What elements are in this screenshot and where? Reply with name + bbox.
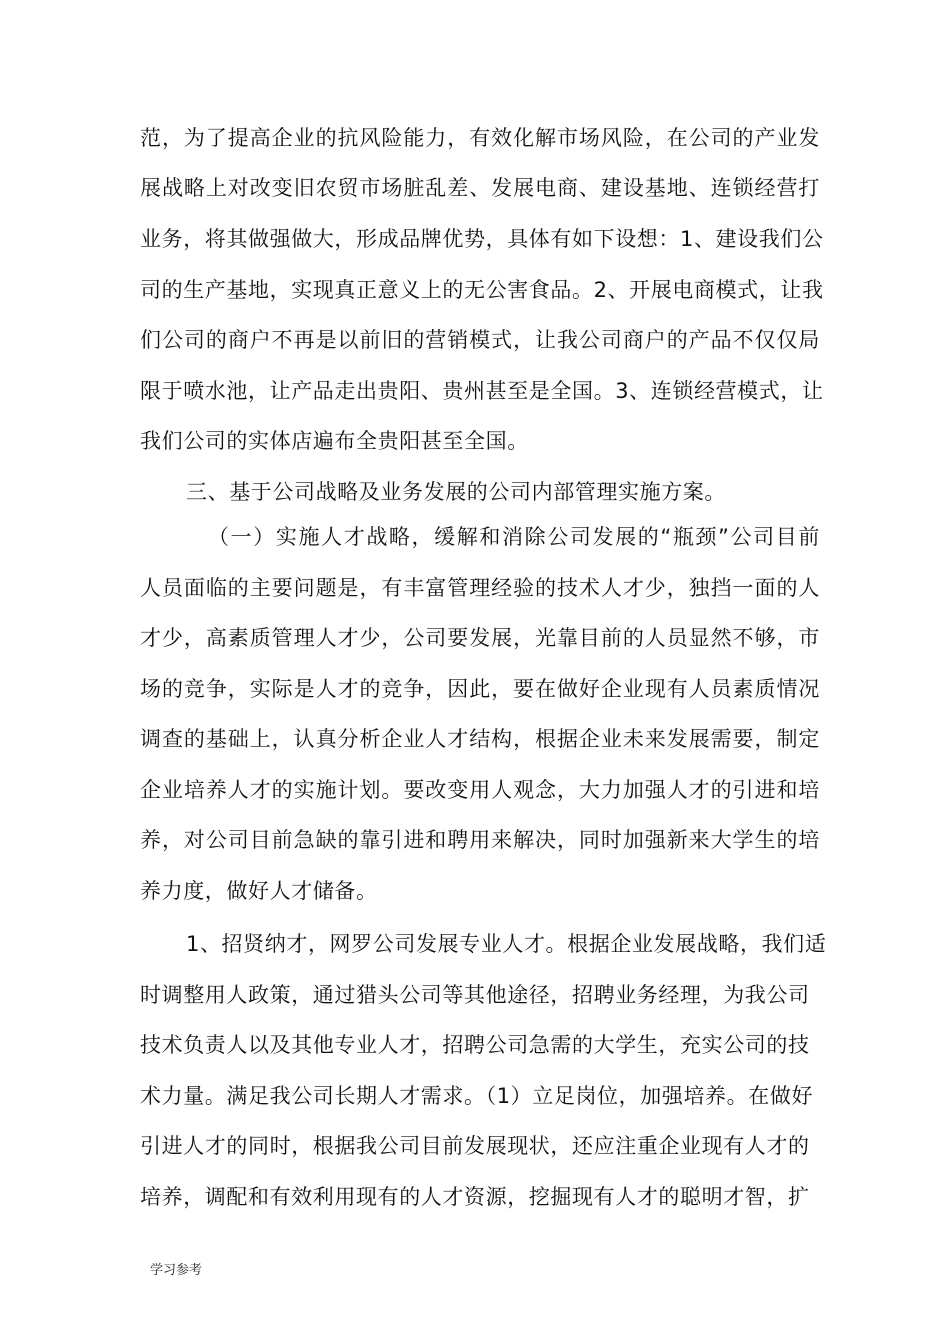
- subsection-heading: （一）实施人才战略，缓解和消除公司发展的“瓶颈”公司目前: [208, 525, 820, 549]
- body-line: 才少，高素质管理人才少，公司要发展，光靠目前的人员显然不够，市: [140, 626, 820, 650]
- body-line: 们公司的商户不再是以前旧的营销模式，让我公司商户的产品不仅仅局: [140, 328, 820, 352]
- body-line: 培养，调配和有效利用现有的人才资源，挖掘现有人才的聪明才智，扩: [140, 1185, 810, 1209]
- body-line: 业务，将其做强做大，形成品牌优势，具体有如下设想：1、建设我们公: [140, 227, 824, 251]
- body-line: 范，为了提高企业的抗风险能力，有效化解市场风险，在公司的产业发: [140, 126, 820, 150]
- body-line: 限于喷水池，让产品走出贵阳、贵州甚至是全国。3、连锁经营模式，让: [140, 379, 824, 403]
- body-line: 司的生产基地，实现真正意义上的无公害食品。2、开展电商模式，让我: [140, 278, 824, 302]
- body-line: 场的竞争，实际是人才的竞争，因此，要在做好企业现有人员素质情况: [140, 677, 820, 701]
- body-line: 调查的基础上，认真分析企业人才结构，根据企业未来发展需要，制定: [140, 727, 820, 751]
- body-line: 养力度，做好人才储备。: [140, 879, 378, 903]
- body-line: 时调整用人政策，通过猎头公司等其他途径，招聘业务经理，为我公司: [140, 983, 810, 1007]
- body-line: 人员面临的主要问题是，有丰富管理经验的技术人才少，独挡一面的人: [140, 576, 820, 600]
- body-line: 术力量。满足我公司长期人才需求。（1）立足岗位，加强培养。在做好: [140, 1084, 814, 1108]
- body-line: 技术负责人以及其他专业人才，招聘公司急需的大学生，充实公司的技: [140, 1033, 810, 1057]
- footer-label: 学习参考: [150, 1263, 203, 1278]
- body-line: 企业培养人才的实施计划。要改变用人观念，大力加强人才的引进和培: [140, 778, 820, 802]
- body-line: 展战略上对改变旧农贸市场脏乱差、发展电商、建设基地、连锁经营打: [140, 176, 820, 200]
- section-heading: 三、基于公司战略及业务发展的公司内部管理实施方案。: [186, 480, 726, 504]
- body-line: 1、招贤纳才，网罗公司发展专业人才。根据企业发展战略，我们适: [186, 932, 827, 956]
- body-line: 引进人才的同时，根据我公司目前发展现状，还应注重企业现有人才的: [140, 1134, 810, 1158]
- body-line: 我们公司的实体店遍布全贵阳甚至全国。: [140, 429, 529, 453]
- body-line: 养，对公司目前急缺的靠引进和聘用来解决，同时加强新来大学生的培: [140, 828, 820, 852]
